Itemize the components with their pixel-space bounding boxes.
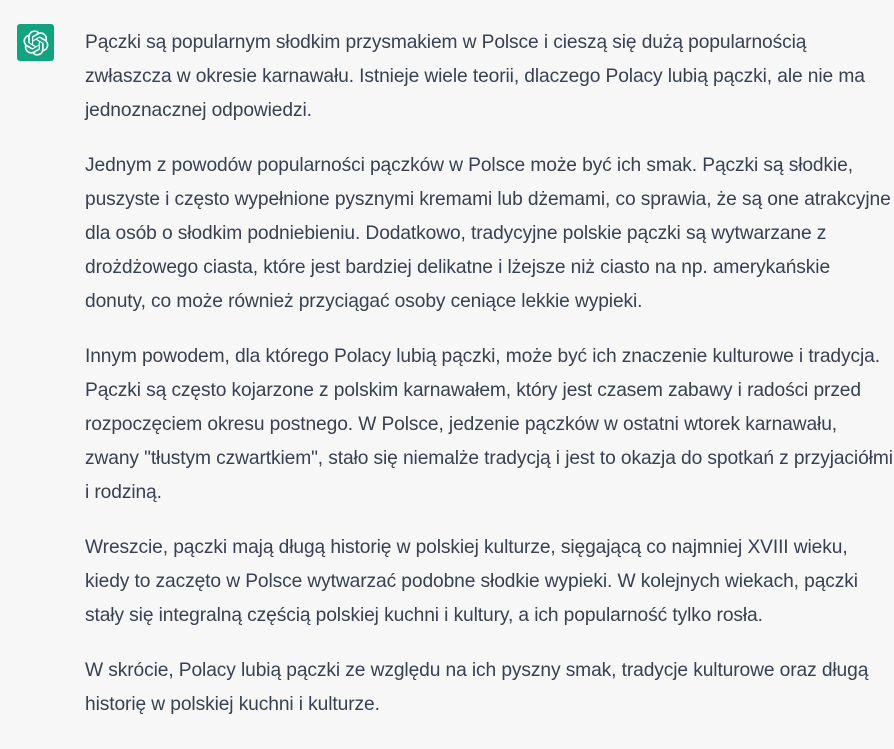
message-paragraph-5: W skrócie, Polacy lubią pączki ze względu na ich pyszny smak, tradycje kulturowe oraz długą historię w polskiej kuchni i kulturze.: [85, 660, 869, 715]
assistant-avatar: [17, 24, 54, 61]
message-paragraph-2: Jednym z powodów popularności pączków w Polsce może być ich smak. Pączki są słodkie, puszyste i często wypełnione pysznymi kremami lub dżemami, co sprawia, że są one atrakcyjne dla osób o słodkim podniebieniu. Dodatkowo, tradycyjne polskie pączki są wytwarzane z drożdżowego ciasta, które jest bardziej delikatne i lżejsze niż ciasto na np. amerykańskie donuty, co może również przyciągać osoby ceniące lekkie wypieki.: [85, 155, 891, 312]
message-paragraph-1: Pączki są popularnym słodkim przysmakiem w Polsce i cieszą się dużą popularnością zwłaszcza w okresie karnawału. Istnieje wiele teorii, dlaczego Polacy lubią pączki, ale nie ma jednoznacznej odpowiedzi.: [85, 32, 865, 121]
openai-logo-icon: [23, 30, 49, 56]
message-paragraph-3: Innym powodem, dla którego Polacy lubią pączki, może być ich znaczenie kulturowe i tradycja. Pączki są często kojarzone z polskim karnawałem, który jest czasem zabawy i radości przed rozpoczęciem okresu postnego. W Polsce, jedzenie pączków w ostatni wtorek karnawału, zwany "tłustym czwartkiem", stało się niemalże tradycją i jest to okazja do spotkań z przyjaciółmi i rodziną.: [85, 346, 893, 503]
message-paragraph-4: Wreszcie, pączki mają długą historię w polskiej kulturze, sięgającą co najmniej XVIII wieku, kiedy to zaczęto w Polsce wytwarzać podobne słodkie wypieki. W kolejnych wiekach, pączki stały się integralną częścią polskiej kuchni i kultury, a ich popularność tylko rosła.: [85, 537, 858, 626]
message-content: [85, 26, 894, 743]
